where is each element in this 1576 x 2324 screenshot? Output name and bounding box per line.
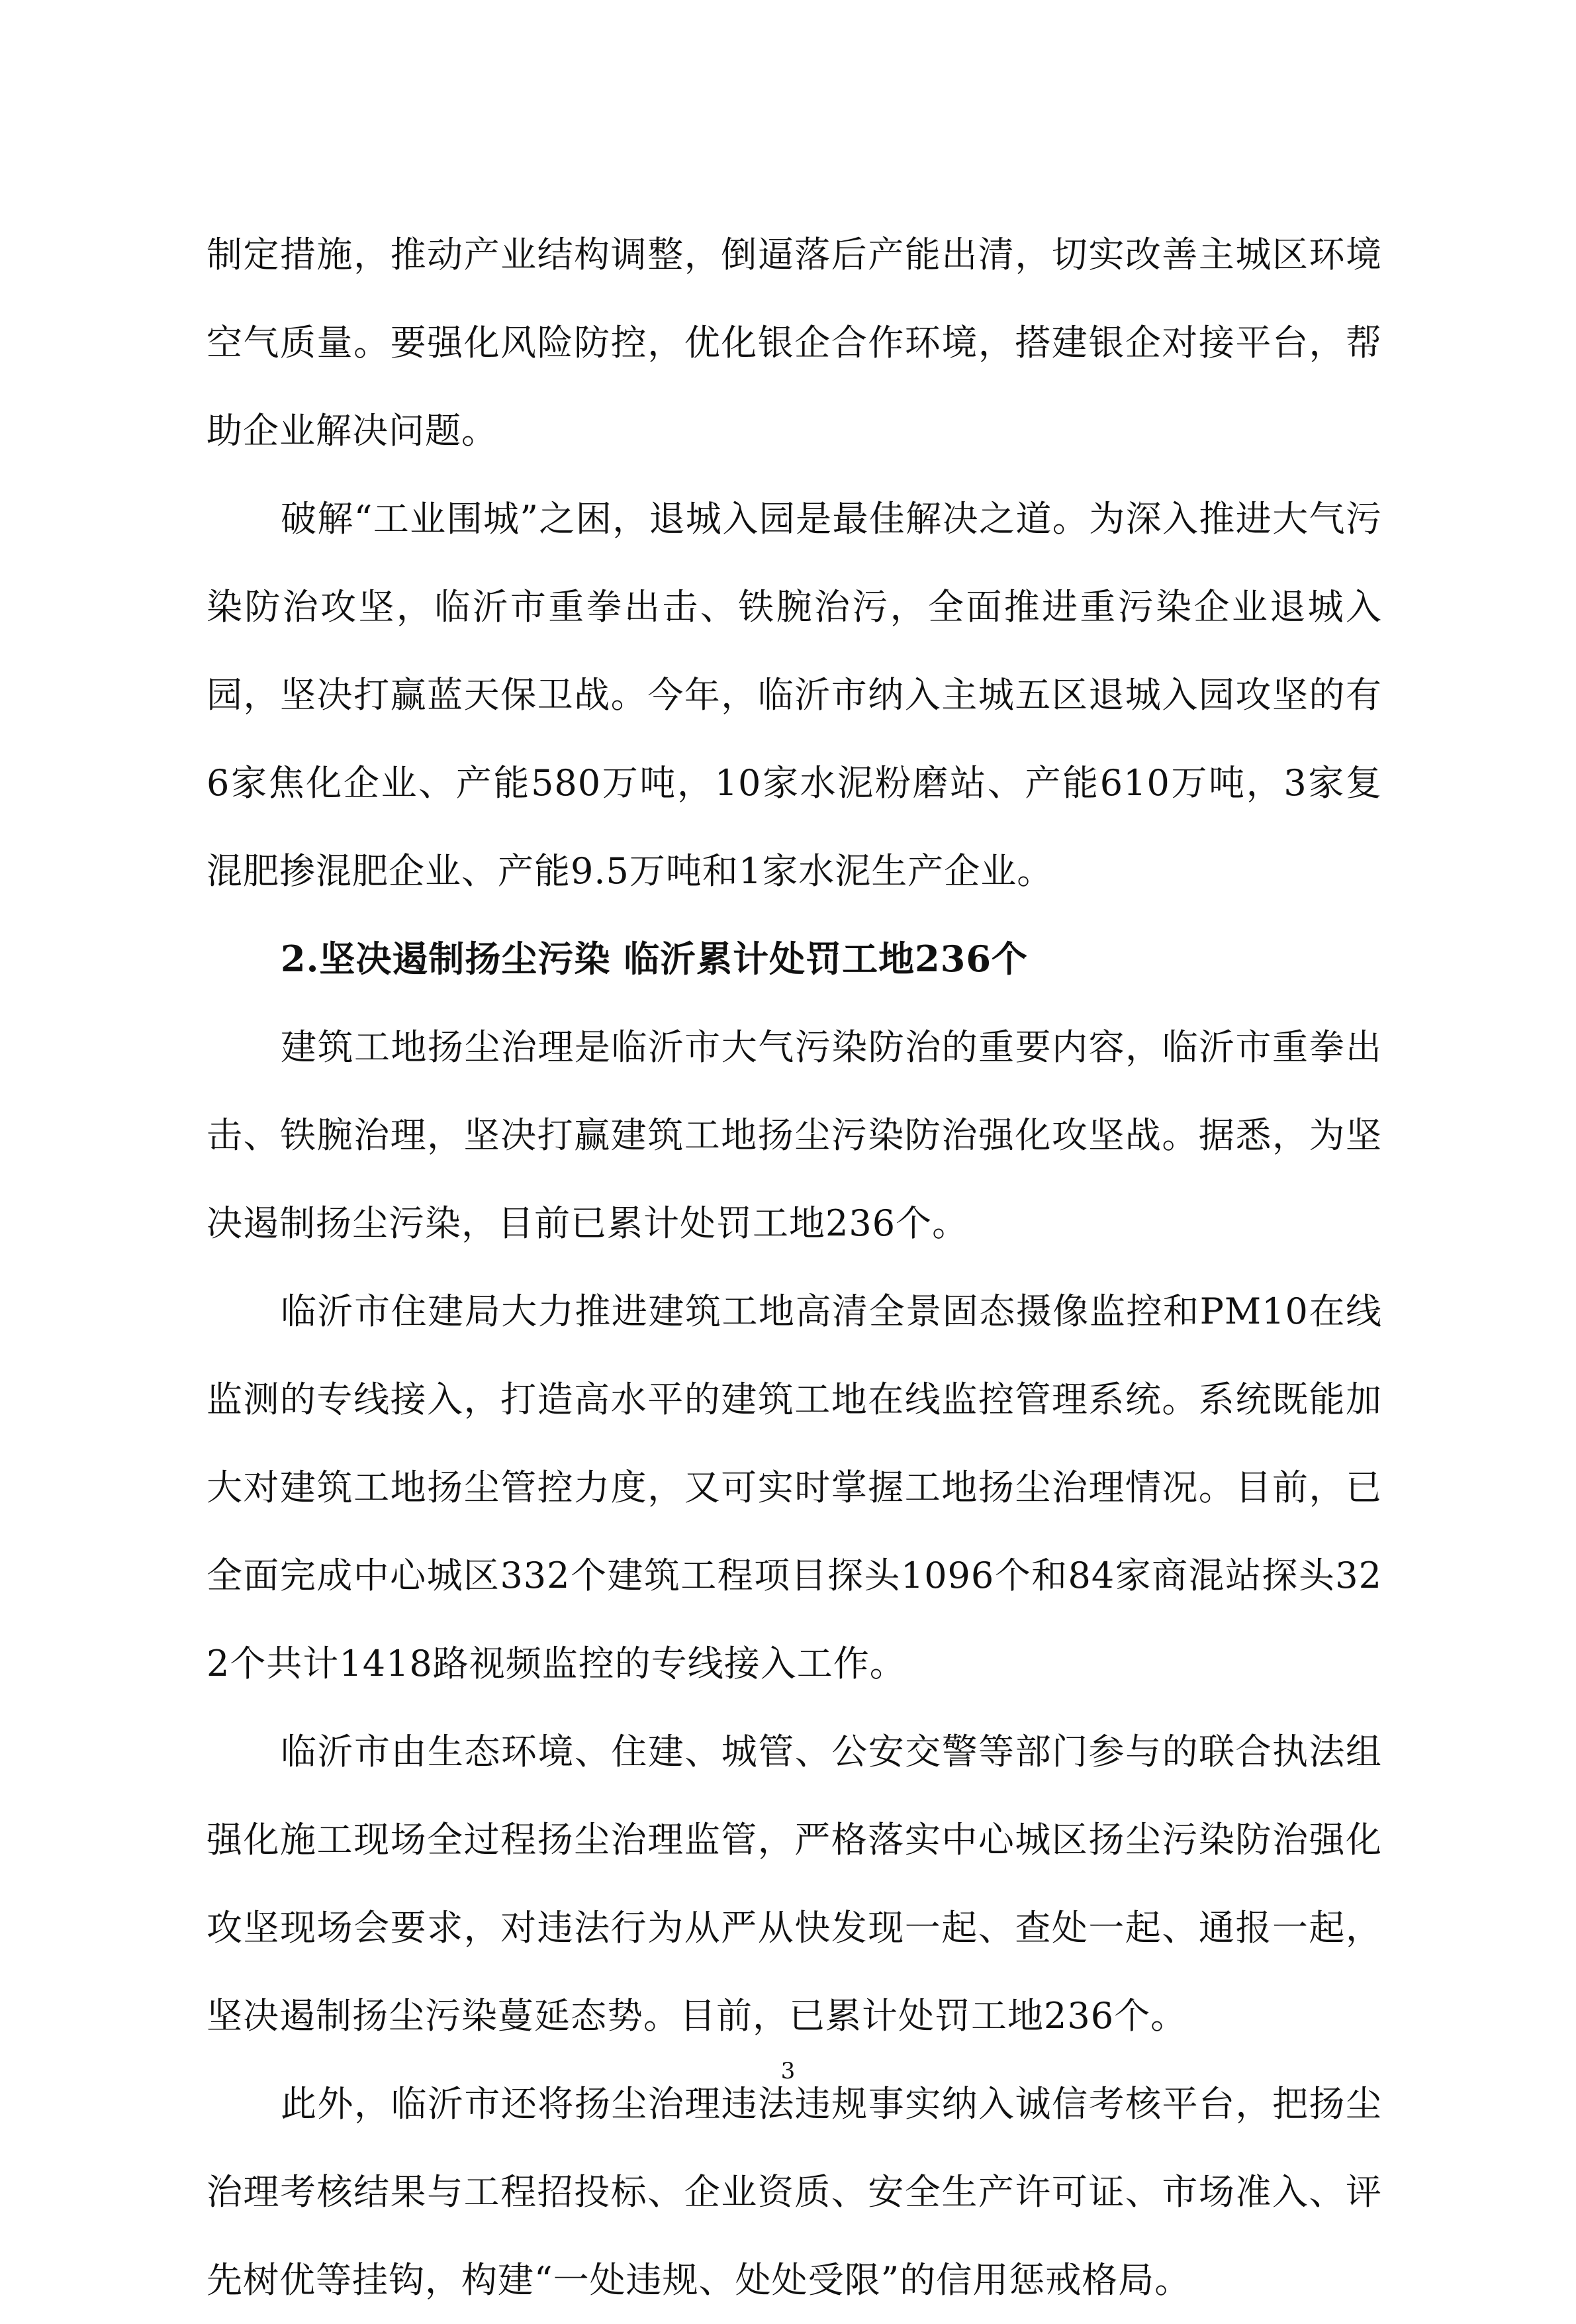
paragraph-dust-governance: 建筑工地扬尘治理是临沂市大气污染防治的重要内容，临沂市重拳出击、铁腕治理，坚决打赢建筑工地扬尘污染防治强化攻坚战。据悉，为坚决遏制扬尘污染，目前已累计处罚工地236个。 <box>207 1026 1382 1244</box>
paragraph-monitoring-system: 临沂市住建局大力推进建筑工地高清全景固态摄像监控和PM10在线监测的专线接入，打造高水平的建筑工地在线监控管理系统。系统既能加大对建筑工地扬尘管控力度，又可实时掌握工地扬尘治理情况。目前，已全面完成中心城区332个建筑工程项目探头1096个和84家商混站探头322个共计1418路视频监控的专线接入工作。 <box>207 1290 1382 1684</box>
paragraph-joint-enforcement: 临沂市由生态环境、住建、城管、公安交警等部门参与的联合执法组强化施工现场全过程扬尘治理监管，严格落实中心城区扬尘污染防治强化攻坚现场会要求，对违法行为从严从快发现一起、查处一起、通报一起，坚决遏制扬尘污染蔓延态势。目前，已累计处罚工地236个。 <box>207 1731 1382 2037</box>
paragraph-credit-platform: 此外，临沂市还将扬尘治理违法违规事实纳入诚信考核平台，把扬尘治理考核结果与工程招投标、企业资质、安全生产许可证、市场准入、评先树优等挂钩，构建“一处违规、处处受限”的信用惩戒格局。 <box>207 2083 1382 2301</box>
article-body <box>207 211 1382 2324</box>
paragraph-continuation: 制定措施，推动产业结构调整，倒逼落后产能出清，切实改善主城区环境空气质量。要强化风险防控，优化银企合作环境，搭建银企对接平台，帮助企业解决问题。 <box>207 234 1382 452</box>
page-number: 3 <box>780 2058 796 2084</box>
section-heading-dust-pollution: 2.坚决遏制扬尘污染 临沂累计处罚工地236个 <box>281 938 1028 980</box>
paragraph-industrial-relocation: 破解“工业围城”之困，退城入园是最佳解决之道。为深入推进大气污染防治攻坚，临沂市重拳出击、铁腕治污，全面推进重污染企业退城入园，坚决打赢蓝天保卫战。今年，临沂市纳入主城五区退城入园攻坚的有6家焦化企业、产能580万吨，10家水泥粉磨站、产能610万吨，3家复混肥掺混肥企业、产能9.5万吨和1家水泥生产企业。 <box>207 498 1382 892</box>
